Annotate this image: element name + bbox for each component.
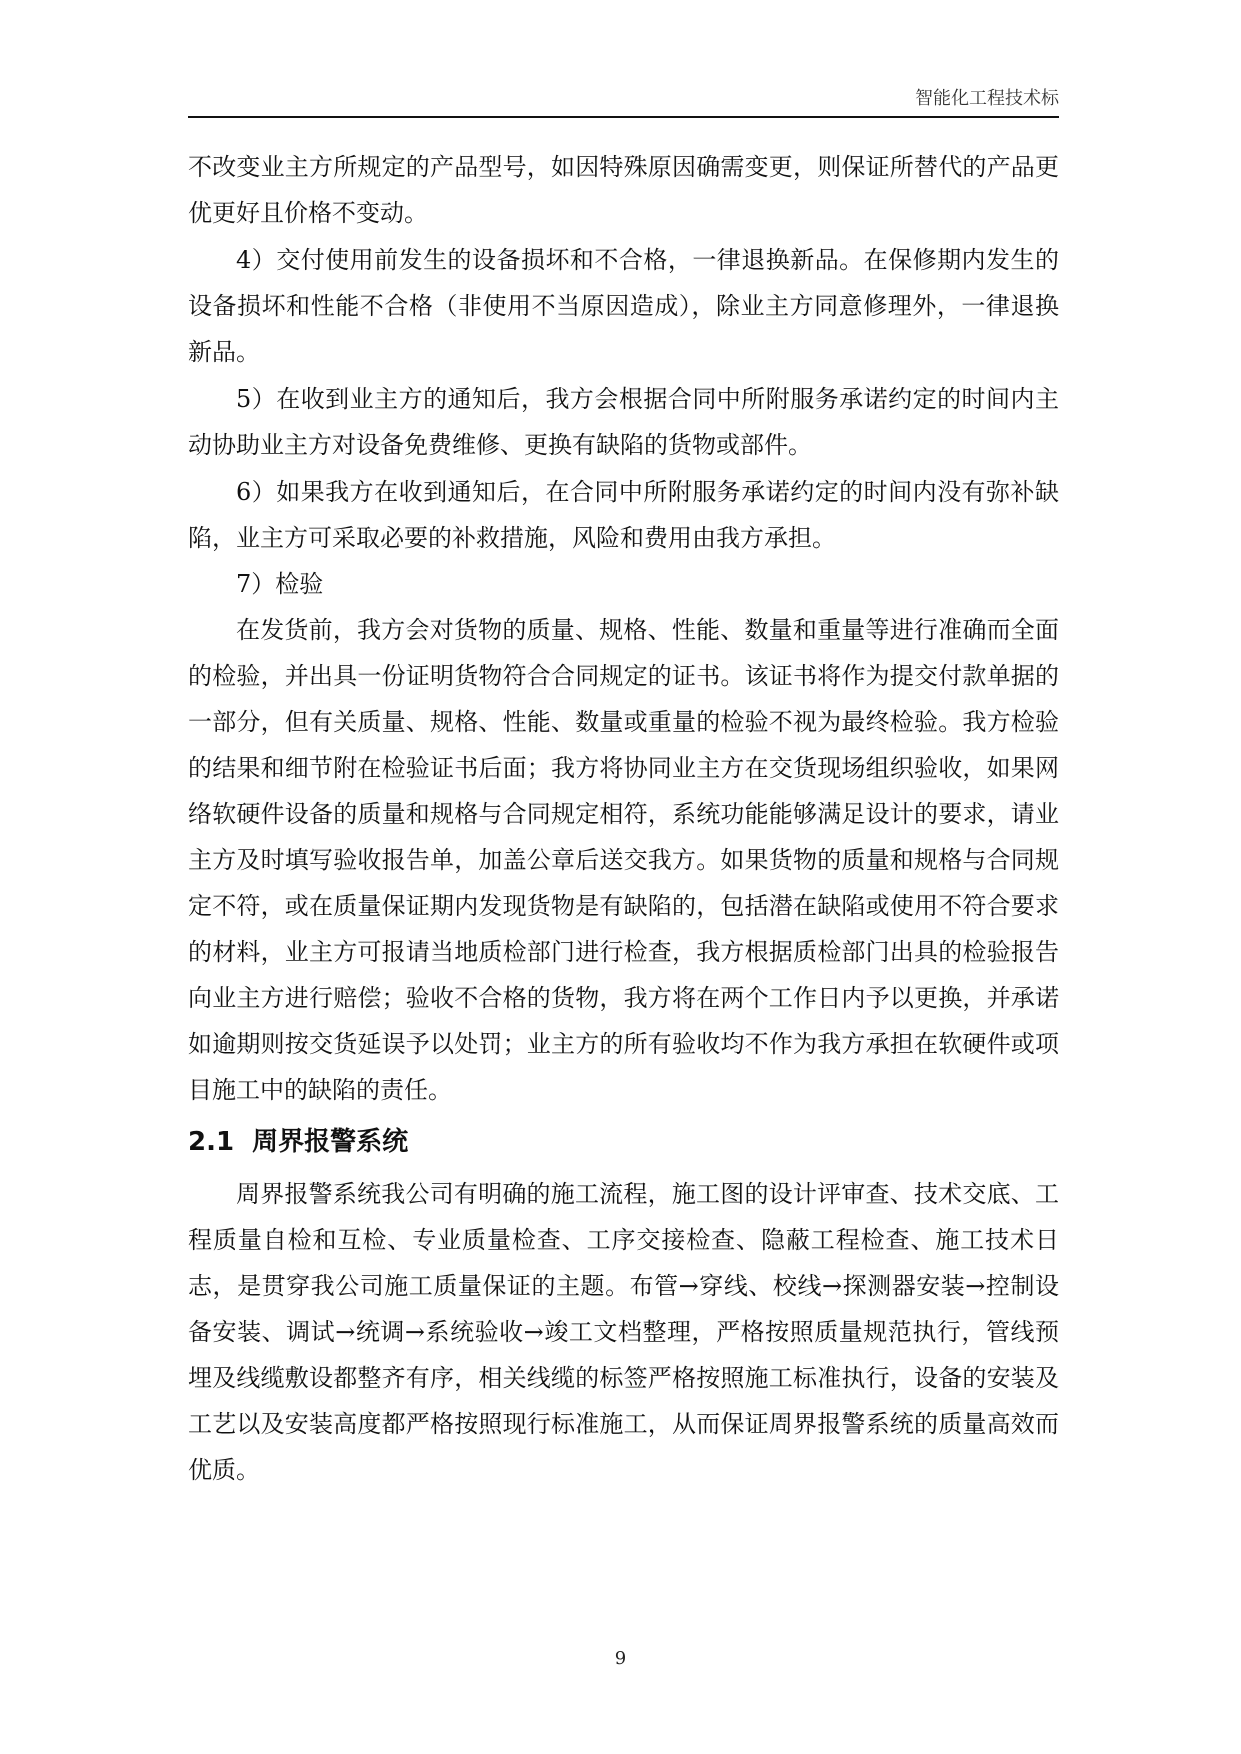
paragraph-item-7-heading: 7）检验 xyxy=(236,570,324,598)
paragraph-item-4: 4）交付使用前发生的设备损坏和不合格，一律退换新品。在保修期内发生的设备损坏和性能不合格（非使用不当原因造成），除业主方同意修理外，一律退换新品。 xyxy=(188,246,1059,366)
paragraph-perimeter-alarm: 周界报警系统我公司有明确的施工流程，施工图的设计评审查、技术交底、工程质量自检和互检、专业质量检查、工序交接检查、隐蔽工程检查、施工技术日志，是贯穿我公司施工质量保证的主题。布管→穿线、校线→探测器安装→控制设备安装、调试→统调→系统验收→竣工文档整理，严格按照质量规范执行，管线预埋及线缆敷设都整齐有序，相关线缆的标签严格按照施工标准执行，设备的安装及工艺以及安装高度都严格按照现行标准施工，从而保证周界报警系统的质量高效而优质。 xyxy=(188,1180,1059,1484)
paragraph-item-6: 6）如果我方在收到通知后，在合同中所附服务承诺约定的时间内没有弥补缺陷，业主方可采取必要的补救措施，风险和费用由我方承担。 xyxy=(188,478,1059,552)
paragraph-inspection: 在发货前，我方会对货物的质量、规格、性能、数量和重量等进行准确而全面的检验，并出具一份证明货物符合合同规定的证书。该证书将作为提交付款单据的一部分，但有关质量、规格、性能、数量或重量的检验不视为最终检验。我方检验的结果和细节附在检验证书后面；我方将协同业主方在交货现场组织验收，如果网络软硬件设备的质量和规格与合同规定相符，系统功能能够满足设计的要求，请业主方及时填写验收报告单，加盖公章后送交我方。如果货物的质量和规格与合同规定不符，或在质量保证期内发现货物是有缺陷的，包括潜在缺陷或使用不符合要求的材料，业主方可报请当地质检部门进行检查，我方根据质检部门出具的检验报告向业主方进行赔偿；验收不合格的货物，我方将在两个工作日内予以更换，并承诺如逾期则按交货延误予以处罚；业主方的所有验收均不作为我方承担在软硬件或项目施工中的缺陷的责任。 xyxy=(188,616,1059,1104)
section-number: 2.1 xyxy=(188,1127,235,1157)
paragraph-continuation: 不改变业主方所规定的产品型号，如因特殊原因确需变更，则保证所替代的产品更优更好且价格不变动。 xyxy=(188,153,1059,227)
section-title: 周界报警系统 xyxy=(252,1127,409,1157)
section-heading xyxy=(188,1119,1059,1165)
header-title: 智能化工程技术标 xyxy=(915,88,1059,109)
page-header xyxy=(188,86,1059,118)
paragraph-item-5: 5）在收到业主方的通知后，我方会根据合同中所附服务承诺约定的时间内主动协助业主方对设备免费维修、更换有缺陷的货物或部件。 xyxy=(188,385,1059,459)
page-body xyxy=(188,144,1059,1493)
page-number: 9 xyxy=(614,1648,627,1669)
